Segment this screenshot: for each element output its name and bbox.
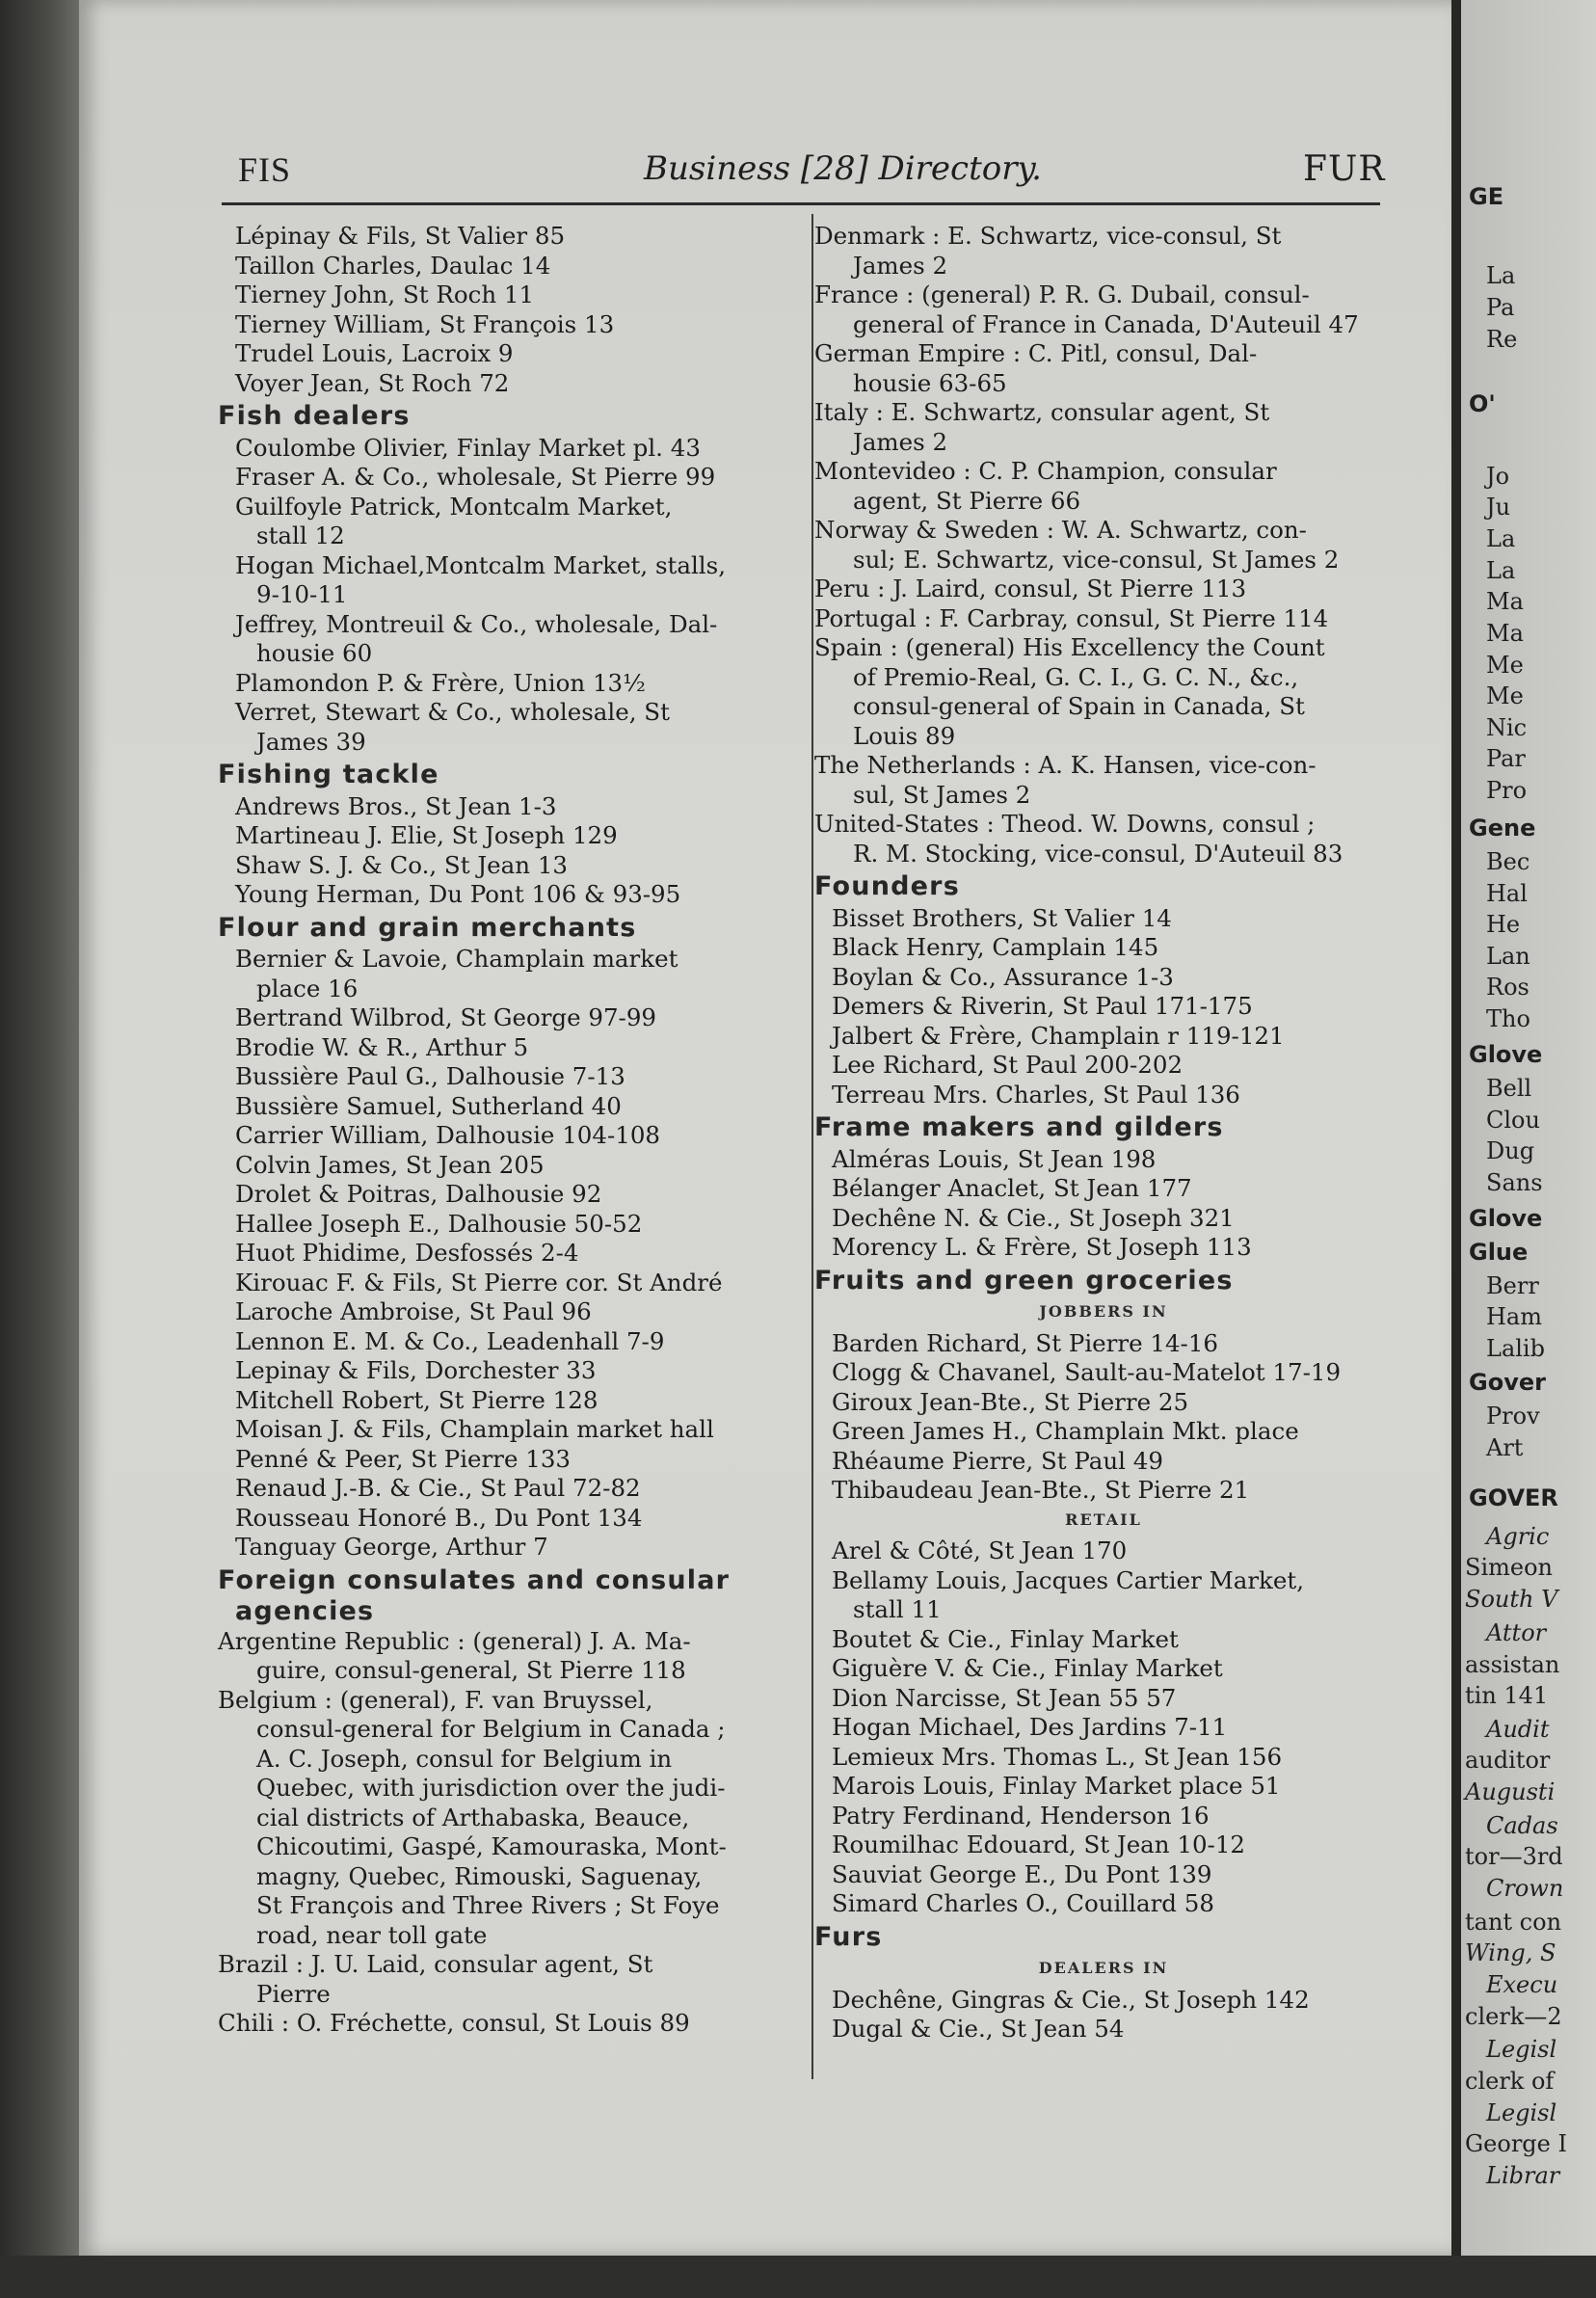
directory-entry: Martineau J. Elie, St Joseph 129 bbox=[235, 821, 618, 849]
subsection-label: DEALERS IN bbox=[1038, 1959, 1169, 1977]
adjacent-page-text: assistan bbox=[1465, 1651, 1560, 1678]
directory-entry: Hogan Michael, Des Jardins 7-11 bbox=[832, 1713, 1228, 1741]
directory-entry: Argentine Republic : (general) J. A. Ma- bbox=[218, 1626, 691, 1655]
directory-entry: Dechêne N. & Cie., St Joseph 321 bbox=[832, 1203, 1235, 1232]
directory-entry: Clogg & Chavanel, Sault-au-Matelot 17-19 bbox=[832, 1358, 1342, 1386]
directory-entry: Boylan & Co., Assurance 1-3 bbox=[832, 962, 1174, 991]
adjacent-page-text: Glove bbox=[1469, 1041, 1543, 1068]
header-title: Business [28] Directory. bbox=[644, 149, 1042, 188]
adjacent-page-text: auditor bbox=[1465, 1747, 1551, 1774]
adjacent-page-text: Nic bbox=[1486, 714, 1528, 741]
entry-continuation: 9-10-11 bbox=[256, 580, 348, 608]
adjacent-page-text: La bbox=[1486, 525, 1516, 552]
directory-entry: Voyer Jean, St Roch 72 bbox=[235, 368, 510, 397]
adjacent-page-text: tant con bbox=[1465, 1909, 1562, 1936]
adjacent-page-text: Re bbox=[1486, 326, 1518, 353]
entry-continuation: James 2 bbox=[853, 427, 948, 456]
directory-entry: Boutet & Cie., Finlay Market bbox=[832, 1624, 1179, 1653]
adjacent-page-text: Tho bbox=[1486, 1005, 1530, 1032]
adjacent-page-text: Pa bbox=[1486, 294, 1515, 321]
directory-entry: Morency L. & Frère, St Joseph 113 bbox=[832, 1233, 1252, 1261]
adjacent-page-text: Bell bbox=[1486, 1075, 1532, 1102]
adjacent-page-text: Augusti bbox=[1465, 1778, 1556, 1805]
adjacent-page-text: Gene bbox=[1469, 815, 1536, 842]
entry-continuation: sul, St James 2 bbox=[853, 780, 1031, 809]
directory-entry: Denmark : E. Schwartz, vice-consul, St bbox=[814, 222, 1282, 250]
column-divider bbox=[811, 214, 813, 2079]
adjacent-page-text: clerk—2 bbox=[1465, 2003, 1562, 2030]
directory-entry: German Empire : C. Pitl, consul, Dal- bbox=[814, 339, 1258, 367]
entry-continuation: A. C. Joseph, consul for Belgium in bbox=[256, 1744, 673, 1773]
adjacent-page-text: Hal bbox=[1486, 880, 1528, 907]
adjacent-page-text: O' bbox=[1469, 390, 1496, 417]
directory-entry: Portugal : F. Carbray, consul, St Pierre 114 bbox=[814, 603, 1329, 632]
directory-entry: United-States : Theod. W. Downs, consul ; bbox=[814, 810, 1316, 838]
directory-entry: Peru : J. Laird, consul, St Pierre 113 bbox=[814, 574, 1247, 602]
directory-entry: Lepinay & Fils, Dorchester 33 bbox=[235, 1356, 597, 1384]
directory-entry: Chili : O. Fréchette, consul, St Louis 89 bbox=[218, 2009, 690, 2037]
directory-entry: Carrier William, Dalhousie 104-108 bbox=[235, 1121, 661, 1149]
directory-entry: Bertrand Wilbrod, St George 97-99 bbox=[235, 1003, 657, 1031]
adjacent-page-text: Glove bbox=[1469, 1205, 1543, 1232]
section-heading: agencies bbox=[235, 1596, 375, 1626]
entry-continuation: James 39 bbox=[256, 727, 366, 756]
directory-entry: Penné & Peer, St Pierre 133 bbox=[235, 1444, 572, 1473]
section-heading: Frame makers and gilders bbox=[814, 1112, 1224, 1142]
directory-entry: Renaud J.-B. & Cie., St Paul 72-82 bbox=[235, 1474, 641, 1502]
directory-entry: Bussière Samuel, Sutherland 40 bbox=[235, 1091, 622, 1120]
directory-entry: Tierney John, St Roch 11 bbox=[235, 281, 535, 308]
header-rule bbox=[222, 202, 1380, 205]
directory-entry: Moisan J. & Fils, Champlain market hall bbox=[235, 1415, 714, 1443]
adjacent-page-text: Cadas bbox=[1486, 1812, 1558, 1839]
entry-continuation: of Premio-Real, G. C. I., G. C. N., &c., bbox=[853, 662, 1299, 691]
directory-entry: Verret, Stewart & Co., wholesale, St bbox=[235, 698, 670, 726]
adjacent-page-text: George I bbox=[1465, 2130, 1567, 2157]
adjacent-page-text: Jo bbox=[1486, 463, 1510, 490]
entry-continuation: Chicoutimi, Gaspé, Kamouraska, Mont- bbox=[256, 1832, 727, 1860]
section-heading: Fishing tackle bbox=[218, 760, 439, 789]
entry-continuation: Louis 89 bbox=[853, 721, 956, 750]
adjacent-page-text: South V bbox=[1465, 1586, 1558, 1613]
subsection-label: RETAIL bbox=[1065, 1510, 1142, 1529]
adjacent-page-text: GOVER bbox=[1469, 1484, 1558, 1511]
adjacent-page-text: tor—3rd bbox=[1465, 1843, 1563, 1870]
directory-entry: Demers & Riverin, St Paul 171-175 bbox=[832, 992, 1253, 1020]
entry-continuation: consul-general of Spain in Canada, St bbox=[853, 692, 1305, 720]
header-left-guide-word: FIS bbox=[238, 150, 292, 189]
directory-entry: Lennon E. M. & Co., Leadenhall 7-9 bbox=[235, 1326, 665, 1355]
directory-entry: Tanguay George, Arthur 7 bbox=[235, 1533, 548, 1561]
adjacent-page-text: Prov bbox=[1486, 1403, 1540, 1430]
entry-continuation: stall 11 bbox=[853, 1595, 942, 1623]
directory-entry: Sauviat George E., Du Pont 139 bbox=[832, 1859, 1212, 1888]
adjacent-page-text: Ma bbox=[1486, 588, 1524, 615]
directory-entry: Lemieux Mrs. Thomas L., St Jean 156 bbox=[832, 1742, 1283, 1771]
adjacent-page-text: Par bbox=[1486, 745, 1526, 772]
directory-entry: France : (general) P. R. G. Dubail, consul- bbox=[814, 281, 1310, 308]
adjacent-page-text: Lan bbox=[1486, 943, 1530, 970]
adjacent-page-text: Ros bbox=[1486, 974, 1530, 1001]
directory-entry: Giguère V. & Cie., Finlay Market bbox=[832, 1654, 1223, 1682]
adjacent-page-text: GE bbox=[1469, 183, 1504, 210]
directory-entry: Terreau Mrs. Charles, St Paul 136 bbox=[832, 1080, 1240, 1109]
section-heading: Furs bbox=[814, 1921, 883, 1952]
directory-entry: Roumilhac Edouard, St Jean 10-12 bbox=[832, 1830, 1245, 1858]
adjacent-page-text: Wing, S bbox=[1465, 1939, 1556, 1966]
directory-entry: Bélanger Anaclet, St Jean 177 bbox=[832, 1174, 1192, 1202]
entry-continuation: Pierre bbox=[256, 1979, 331, 2008]
directory-entry: Coulombe Olivier, Finlay Market pl. 43 bbox=[235, 433, 701, 462]
directory-entry: Norway & Sweden : W. A. Schwartz, con- bbox=[814, 516, 1307, 544]
directory-entry: Guilfoyle Patrick, Montcalm Market, bbox=[235, 492, 673, 521]
adjacent-page-text: Art bbox=[1486, 1434, 1524, 1461]
directory-entry: Drolet & Poitras, Dalhousie 92 bbox=[235, 1180, 602, 1208]
directory-entry: Plamondon P. & Frère, Union 13½ bbox=[235, 668, 646, 697]
adjacent-page-text: La bbox=[1486, 262, 1516, 289]
adjacent-page-text: Simeon bbox=[1465, 1554, 1553, 1581]
adjacent-page-text: Ju bbox=[1486, 494, 1511, 521]
directory-entry: Barden Richard, St Pierre 14-16 bbox=[832, 1328, 1219, 1357]
directory-entry: Colvin James, St Jean 205 bbox=[235, 1150, 545, 1179]
scan-bottom-edge bbox=[0, 2256, 1596, 2298]
directory-entry: Montevideo : C. P. Champion, consular bbox=[814, 457, 1277, 485]
adjacent-page-text: Librar bbox=[1486, 2162, 1560, 2189]
directory-entry: Bussière Paul G., Dalhousie 7-13 bbox=[235, 1062, 625, 1090]
directory-entry: Andrews Bros., St Jean 1-3 bbox=[235, 791, 557, 820]
directory-entry: Italy : E. Schwartz, consular agent, St bbox=[814, 398, 1270, 426]
entry-continuation: housie 60 bbox=[256, 639, 373, 667]
directory-entry: Rousseau Honoré B., Du Pont 134 bbox=[235, 1503, 643, 1532]
adjacent-page-text: He bbox=[1486, 911, 1521, 938]
section-heading: Foreign consulates and consular bbox=[218, 1564, 731, 1595]
directory-entry: Tierney William, St François 13 bbox=[235, 309, 615, 338]
directory-entry: Hallee Joseph E., Dalhousie 50-52 bbox=[235, 1209, 643, 1238]
adjacent-page-text: clerk of bbox=[1465, 2068, 1555, 2095]
adjacent-page-text: Crown bbox=[1486, 1875, 1564, 1902]
directory-entry: Bellamy Louis, Jacques Cartier Market, bbox=[832, 1565, 1305, 1594]
adjacent-page-text: Pro bbox=[1486, 777, 1528, 804]
adjacent-page-text: Dug bbox=[1486, 1137, 1535, 1164]
directory-entry: Bernier & Lavoie, Champlain market bbox=[235, 945, 678, 973]
directory-entry: Brazil : J. U. Laid, consular agent, St bbox=[218, 1950, 653, 1978]
directory-entry: Brodie W. & R., Arthur 5 bbox=[235, 1032, 529, 1061]
adjacent-page-text: Legisl bbox=[1486, 2036, 1557, 2063]
directory-entry: Simard Charles O., Couillard 58 bbox=[832, 1889, 1214, 1917]
directory-entry: Taillon Charles, Daulac 14 bbox=[235, 251, 551, 280]
entry-continuation: St François and Three Rivers ; St Foye bbox=[256, 1891, 720, 1919]
directory-entry: Arel & Côté, St Jean 170 bbox=[832, 1536, 1128, 1564]
section-heading: Fruits and green groceries bbox=[814, 1265, 1234, 1296]
directory-entry: Rhéaume Pierre, St Paul 49 bbox=[832, 1446, 1163, 1475]
entry-continuation: consul-general for Belgium in Canada ; bbox=[256, 1715, 726, 1743]
adjacent-page-text: Lalib bbox=[1486, 1335, 1545, 1362]
adjacent-page-text: Ham bbox=[1486, 1303, 1542, 1330]
directory-entry: Laroche Ambroise, St Paul 96 bbox=[235, 1297, 592, 1325]
directory-entry: Lépinay & Fils, St Valier 85 bbox=[235, 222, 566, 250]
directory-entry: Lee Richard, St Paul 200-202 bbox=[832, 1051, 1184, 1079]
directory-entry: Patry Ferdinand, Henderson 16 bbox=[832, 1801, 1210, 1830]
adjacent-page-text: Audit bbox=[1486, 1716, 1550, 1743]
directory-entry: Thibaudeau Jean-Bte., St Pierre 21 bbox=[832, 1476, 1250, 1504]
adjacent-page-text: Me bbox=[1486, 652, 1524, 679]
entry-continuation: R. M. Stocking, vice-consul, D'Auteuil 83 bbox=[853, 839, 1343, 868]
adjacent-page-text: tin 141 bbox=[1465, 1682, 1549, 1709]
adjacent-page-text: Attor bbox=[1486, 1619, 1547, 1646]
section-heading: Flour and grain merchants bbox=[218, 912, 637, 943]
entry-continuation: guire, consul-general, St Pierre 118 bbox=[256, 1656, 686, 1684]
directory-entry: Jalbert & Frère, Champlain r 119-121 bbox=[832, 1021, 1285, 1050]
directory-entry: Black Henry, Camplain 145 bbox=[832, 933, 1159, 961]
adjacent-page-text: La bbox=[1486, 557, 1516, 584]
directory-entry: Shaw S. J. & Co., St Jean 13 bbox=[235, 850, 569, 879]
adjacent-page-text: Me bbox=[1486, 682, 1524, 709]
adjacent-page-text: Gover bbox=[1469, 1369, 1546, 1396]
directory-entry: Spain : (general) His Excellency the Count bbox=[814, 633, 1325, 661]
directory-entry: Dechêne, Gingras & Cie., St Joseph 142 bbox=[832, 1985, 1310, 2014]
entry-continuation: place 16 bbox=[256, 974, 359, 1002]
directory-entry: Trudel Louis, Lacroix 9 bbox=[235, 339, 514, 367]
adjacent-page-text: Ma bbox=[1486, 620, 1524, 647]
entry-continuation: cial districts of Arthabaska, Beauce, bbox=[256, 1803, 690, 1831]
directory-entry: Young Herman, Du Pont 106 & 93-95 bbox=[235, 880, 681, 908]
directory-entry: Giroux Jean-Bte., St Pierre 25 bbox=[832, 1387, 1189, 1416]
adjacent-page-fragment bbox=[1461, 0, 1596, 2256]
subsection-label: JOBBERS IN bbox=[1039, 1302, 1168, 1321]
page-gutter bbox=[1451, 0, 1461, 2298]
directory-entry: Green James H., Champlain Mkt. place bbox=[832, 1417, 1299, 1445]
directory-entry: Kirouac F. & Fils, St Pierre cor. St André bbox=[235, 1268, 723, 1296]
header-right-guide-word: FUR bbox=[1303, 149, 1386, 189]
directory-entry: Bisset Brothers, St Valier 14 bbox=[832, 903, 1172, 932]
adjacent-page-text: Berr bbox=[1486, 1272, 1539, 1299]
directory-entry: Hogan Michael,Montcalm Market, stalls, bbox=[235, 550, 726, 579]
adjacent-page-text: Agric bbox=[1486, 1523, 1550, 1550]
directory-entry: Dugal & Cie., St Jean 54 bbox=[832, 2015, 1125, 2043]
adjacent-page-text: Sans bbox=[1486, 1169, 1543, 1196]
entry-continuation: Quebec, with jurisdiction over the judi- bbox=[256, 1774, 726, 1802]
section-heading: Fish dealers bbox=[218, 401, 411, 431]
book-binding-edge bbox=[0, 0, 79, 2298]
directory-entry: Huot Phidime, Desfossés 2-4 bbox=[235, 1239, 579, 1267]
entry-continuation: housie 63-65 bbox=[853, 368, 1007, 397]
entry-continuation: general of France in Canada, D'Auteuil 47 bbox=[853, 309, 1359, 338]
adjacent-page-text: Bec bbox=[1486, 848, 1530, 875]
directory-entry: Dion Narcisse, St Jean 55 57 bbox=[832, 1683, 1177, 1712]
entry-continuation: magny, Quebec, Rimouski, Saguenay, bbox=[256, 1861, 703, 1890]
entry-continuation: road, near toll gate bbox=[256, 1920, 488, 1949]
directory-entry: Fraser A. & Co., wholesale, St Pierre 99 bbox=[235, 463, 716, 491]
section-heading: Founders bbox=[814, 871, 960, 901]
entry-continuation: sul; E. Schwartz, vice-consul, St James 2 bbox=[853, 545, 1340, 574]
adjacent-page-text: Clou bbox=[1486, 1107, 1540, 1134]
directory-entry: The Netherlands : A. K. Hansen, vice-con- bbox=[814, 751, 1317, 779]
directory-entry: Belgium : (general), F. van Bruyssel, bbox=[218, 1685, 653, 1714]
directory-entry: Jeffrey, Montreuil & Co., wholesale, Dal- bbox=[235, 609, 718, 638]
directory-entry: Marois Louis, Finlay Market place 51 bbox=[832, 1772, 1281, 1800]
adjacent-page-text: Glue bbox=[1469, 1239, 1529, 1266]
entry-continuation: stall 12 bbox=[256, 521, 345, 549]
adjacent-page-text: Legisl bbox=[1486, 2099, 1557, 2126]
entry-continuation: agent, St Pierre 66 bbox=[853, 486, 1081, 515]
entry-continuation: James 2 bbox=[853, 251, 948, 280]
adjacent-page-text: Execu bbox=[1486, 1971, 1558, 1998]
directory-entry: Alméras Louis, St Jean 198 bbox=[832, 1144, 1157, 1173]
directory-entry: Mitchell Robert, St Pierre 128 bbox=[235, 1385, 598, 1414]
